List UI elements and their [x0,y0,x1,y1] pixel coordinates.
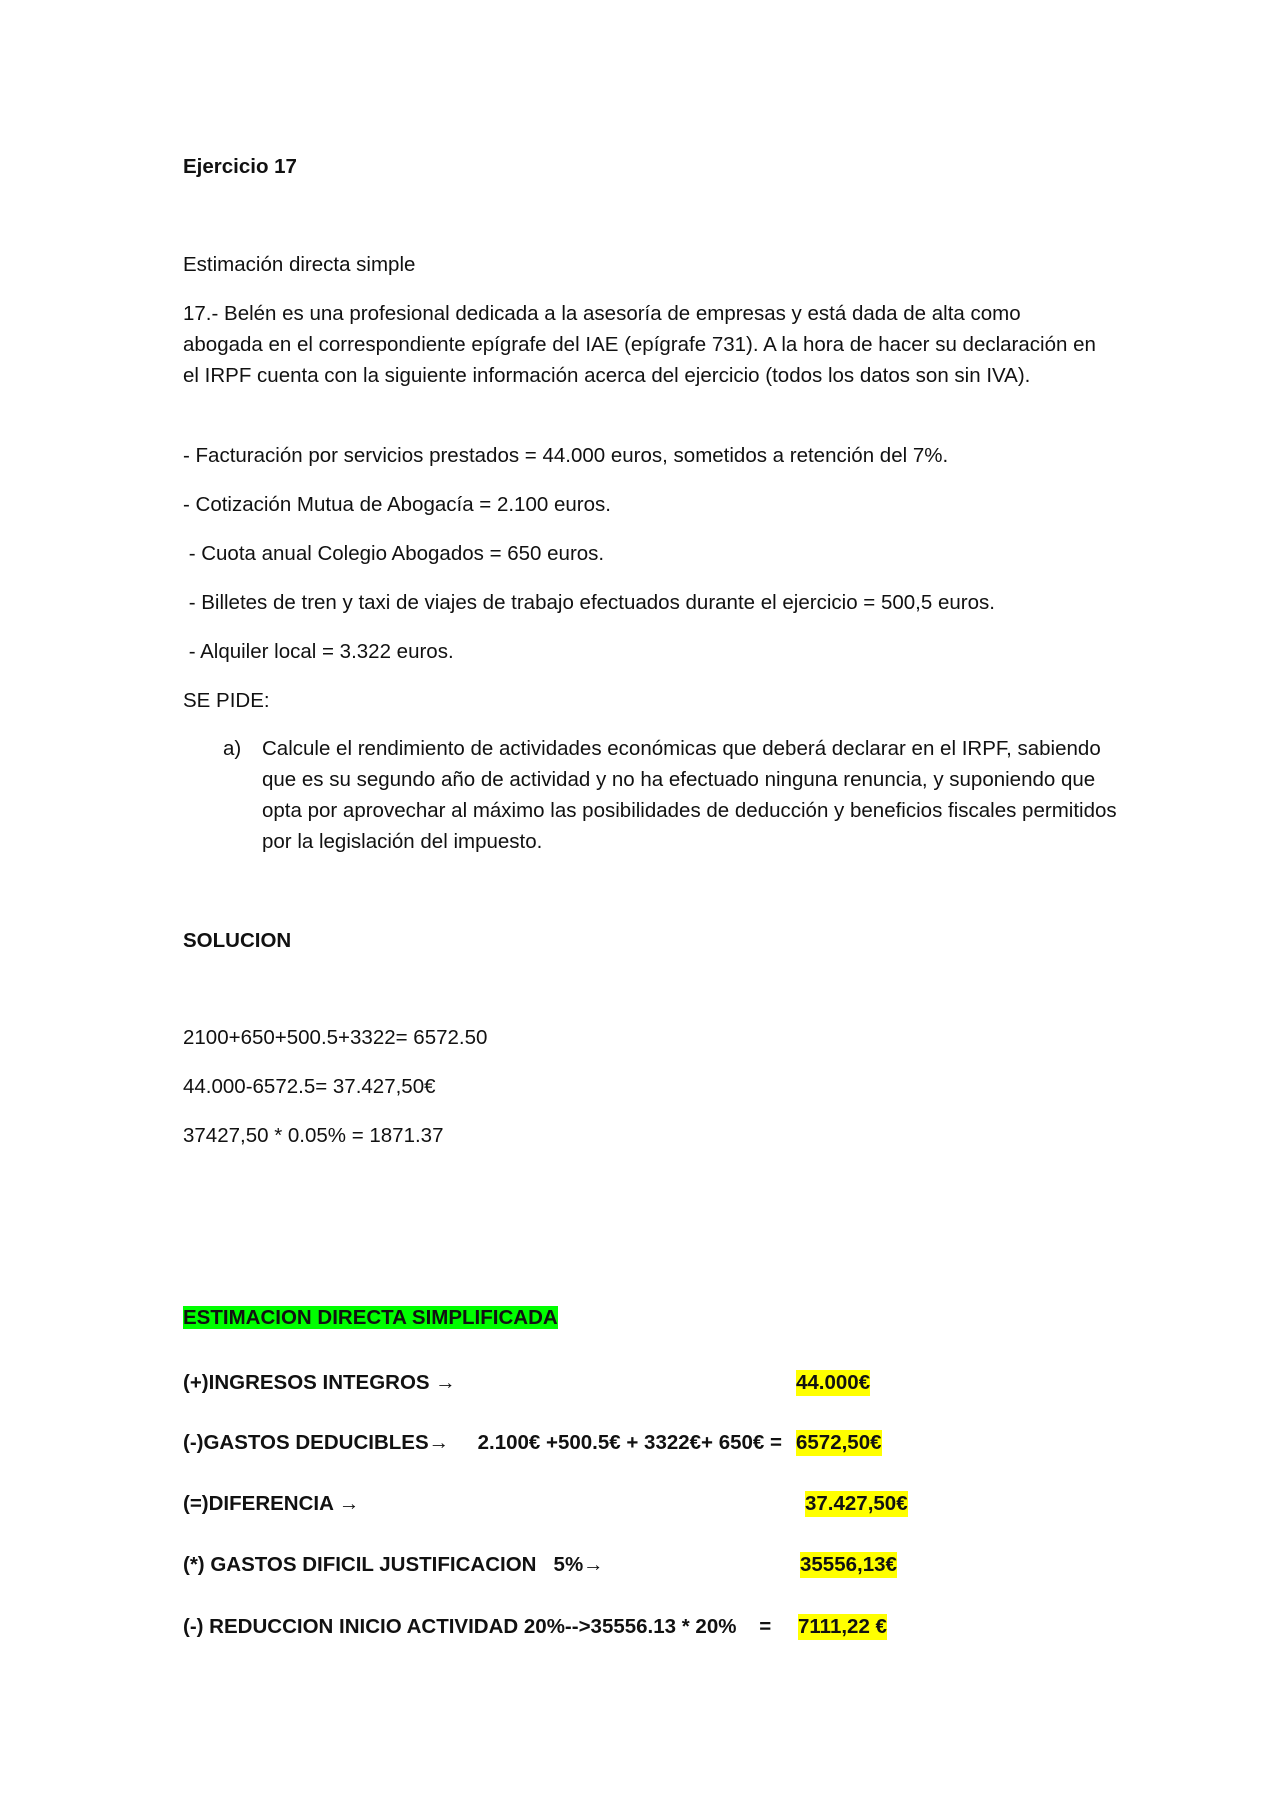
question-text: Calcule el rendimiento de actividades económicas que deberá declarar en el IRPF, sabiendo que es su segundo año de actividad y no ha efectuado ninguna renuncia, y suponiendo que opta por aprovechar al máximo las posibilidades de deducción y beneficios fiscales permitidos por la legislación del impuesto. [262,737,1117,853]
exercise-title: Ejercicio 17 [183,155,297,178]
data-item: - Cotización Mutua de Abogacía = 2.100 euros. [183,493,611,516]
summary-row-label: (=)DIFERENCIA → [183,1492,360,1515]
exercise-subtitle: Estimación directa simple [183,253,416,276]
summary-row-label: (+)INGRESOS INTEGROS → [183,1371,456,1394]
summary-heading: ESTIMACION DIRECTA SIMPLIFICADA [183,1306,558,1329]
summary-row-value: 35556,13€ [800,1553,897,1576]
summary-row-value: 44.000€ [796,1371,871,1394]
statement-paragraph: 17.- Belén es una profesional dedicada a la asesoría de empresas y está dada de alta como abogada en el correspondiente epígrafe del IAE (epígrafe 731). A la hora de hacer su declaración en el IRPF cuenta con la siguiente información acerca del ejercicio (todos los datos son sin IVA). [183,302,1096,387]
solution-heading: SOLUCION [183,929,292,952]
summary-row-value: 6572,50€ [796,1431,882,1454]
summary-row-label: (-) REDUCCION INICIO ACTIVIDAD 20%-->35556.13 * 20% = [183,1615,772,1638]
se-pide-label: SE PIDE: [183,689,270,712]
question-letter: a) [223,737,242,760]
calc-line: 44.000-6572.5= 37.427,50€ [183,1075,436,1098]
data-item: - Billetes de tren y taxi de viajes de trabajo efectuados durante el ejercicio = 500,5 euros. [183,591,995,614]
data-item: - Alquiler local = 3.322 euros. [183,640,454,663]
summary-row-value: 7111,22 € [798,1615,887,1638]
calc-line: 37427,50 * 0.05% = 1871.37 [183,1124,444,1147]
summary-row-label: (-)GASTOS DEDUCIBLES→ 2.100€ +500.5€ + 3322€+ 650€ = [183,1431,782,1454]
calc-line: 2100+650+500.5+3322= 6572.50 [183,1026,488,1049]
summary-row-label: (*) GASTOS DIFICIL JUSTIFICACION 5%→ [183,1553,604,1576]
data-item: - Facturación por servicios prestados = 44.000 euros, sometidos a retención del 7%. [183,444,949,467]
summary-row-value: 37.427,50€ [805,1492,908,1515]
data-item: - Cuota anual Colegio Abogados = 650 euros. [183,542,605,565]
